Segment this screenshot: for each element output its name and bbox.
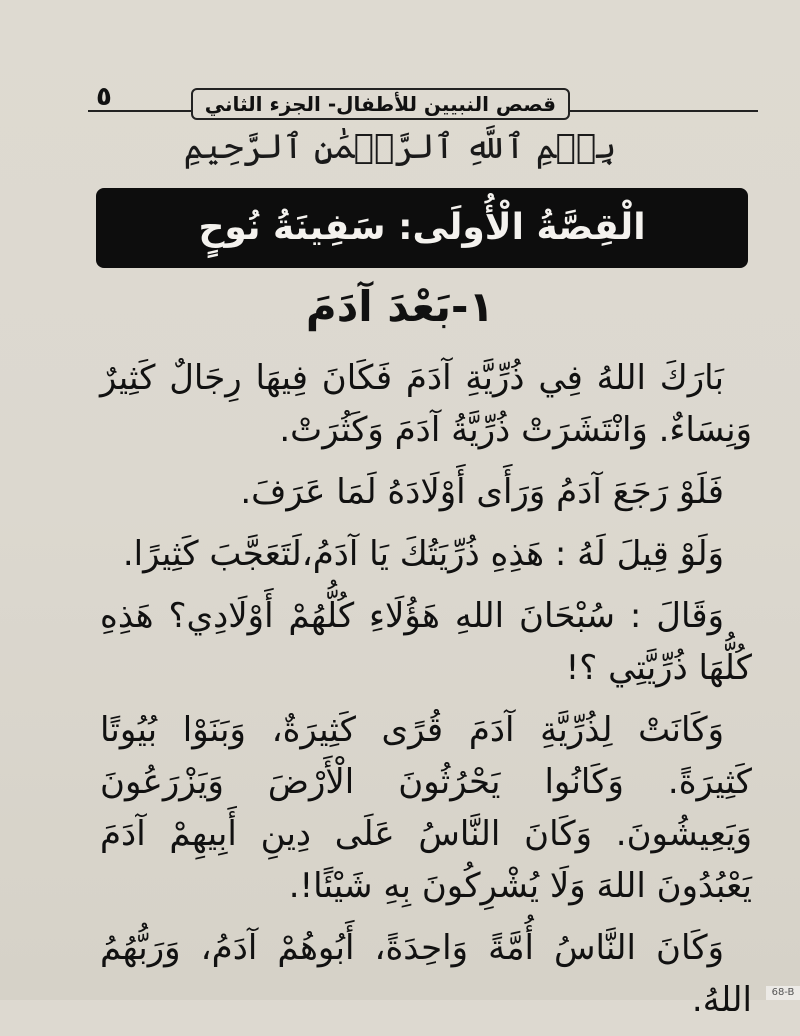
book-title: قصص النبيين للأطفال- الجزء الثاني [191,88,570,120]
paragraph: وَكَانَتْ لِذُرِّيَّةِ آدَمَ قُرًى كَثِيرَةٌ، وَبَنَوْا بُيُوتًا كَثِيرَةً. وَكَانُوا يَحْرُثُونَ الْأَرْضَ وَيَزْرَعُونَ وَيَعِيشُونَ. وَكَانَ النَّاسُ عَلَى دِينِ أَبِيهِمْ آدَمَ يَعْبُدُونَ اللهَ وَلَا يُشْرِكُونَ بِهِ شَيْئًا!. [100,710,752,906]
page-number: ٥ [96,82,112,112]
story-title-bar [96,188,748,268]
paragraph: وَلَوْ قِيلَ لَهُ : هَذِهِ ذُرِّيَتُكَ يَا آدَمُ،لَتَعَجَّبَ كَثِيرًا. [122,534,724,574]
basmala: بِسۡمِ ٱللَّهِ ٱلرَّحۡمَٰنِ ٱلرَّحِيمِ [183,127,617,167]
paragraph: فَلَوْ رَجَعَ آدَمُ وَرَأَى أَوْلَادَهُ لَمَا عَرَفَ. [240,472,724,512]
story-title: الْقِصَّةُ الْأُولَى: سَفِينَةُ نُوحٍ [198,207,646,248]
story-body [100,352,752,1036]
paragraph: وَقَالَ : سُبْحَانَ اللهِ هَؤُلَاءِ كُلُّهُمْ أَوْلَادِي؟ هَذِهِ كُلُّهَا ذُرِّيَّتِي ؟! [100,596,752,688]
paragraph: وَكَانَ النَّاسُ أُمَّةً وَاحِدَةً، أَبُوهُمْ آدَمُ، وَرَبُّهُمُ اللهُ. [100,928,752,1020]
paragraph: بَارَكَ اللهُ فِي ذُرِّيَّةِ آدَمَ فَكَانَ فِيهَا رِجَالٌ كَثِيرٌ وَنِسَاءٌ. وَانْتَشَرَتْ ذُرِّيَّةُ آدَمَ وَكَثُرَتْ. [100,358,752,450]
section-heading: ١-بَعْدَ آدَمَ [305,282,495,331]
corner-mark: 68-B [766,986,800,1000]
